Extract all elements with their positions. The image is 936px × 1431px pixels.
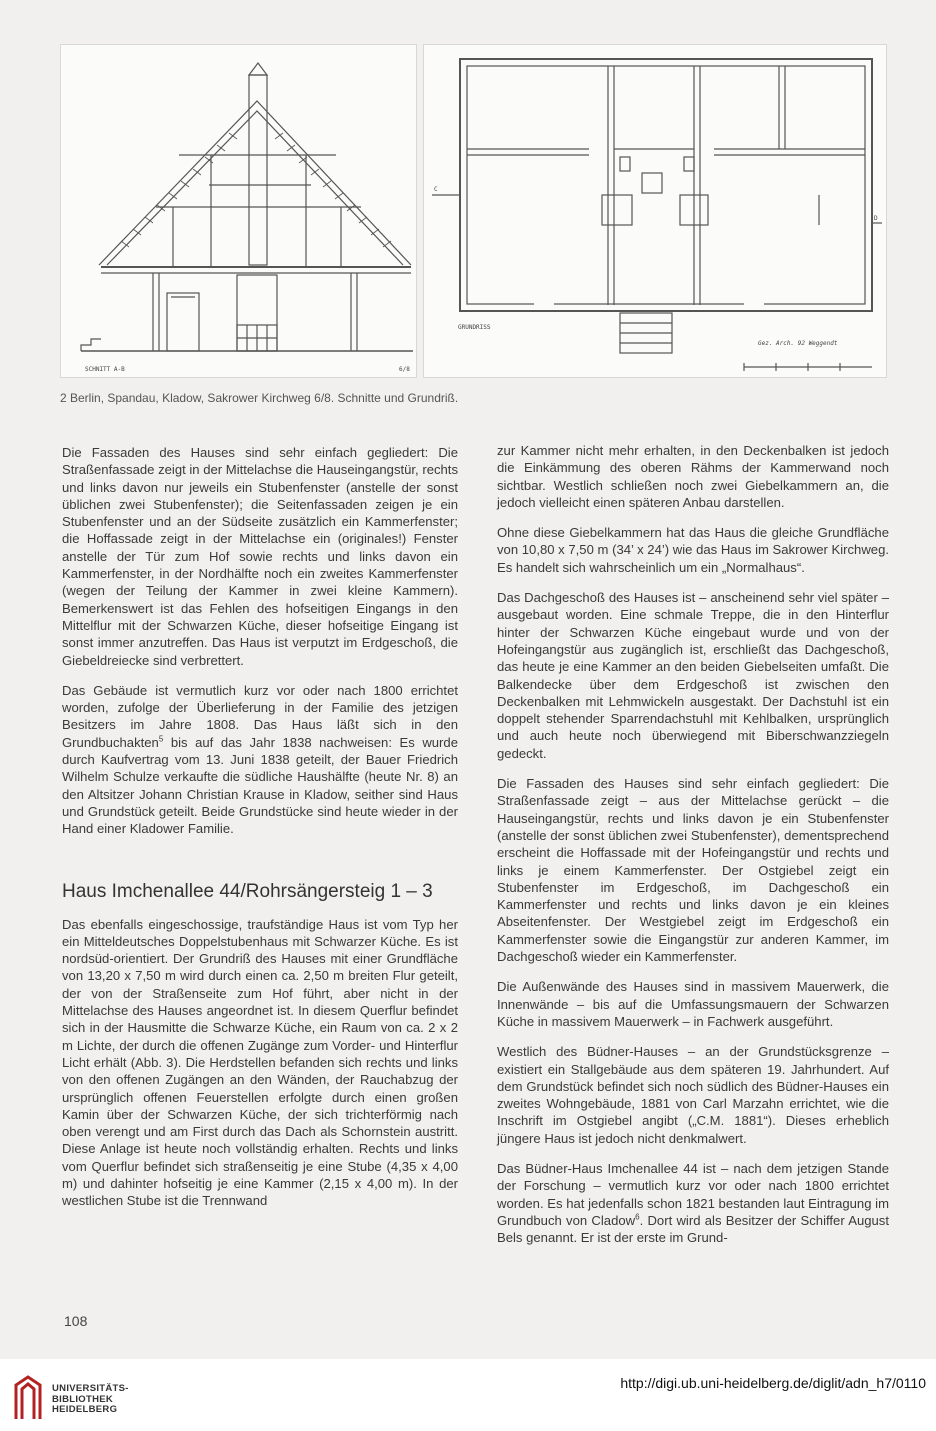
paragraph: zur Kammer nicht mehr erhalten, in den Deckenbalken ist jedoch die Einkämmung des oberen Rähms der Kammerwand noch sichtbar. Westlich schließen noch zwei Giebelkammern an, die jedoch vielleicht einen späteren Anbau darstellen. xyxy=(497,443,889,510)
footer-bar xyxy=(0,1359,936,1431)
paragraph-text: Das Gebäude ist vermutlich kurz vor oder nach 1800 errichtet worden, zufolge der Überlieferung in der Familie des jetzigen Besitzers im Jahre 1808. Das Haus läßt sich in den Grundbuchakten xyxy=(62,682,458,750)
library-name-line: HEIDELBERG xyxy=(52,1404,118,1415)
paragraph: Ohne diese Giebelkammern hat das Haus die gleiche Grundfläche von 10,80 x 7,50 m (34’ x 24’) wie das Haus im Sakrower Kirchweg. Es handelt sich wahrscheinlich um ein „Normalhaus“. xyxy=(497,525,889,575)
paragraph: Das Dachgeschoß des Hauses ist – anscheinend sehr viel später – ausgebaut worden. Eine schmale Treppe, die in den Hinterflur hinter der Schwarzen Küche eingebaut wurde und von der Hofeingangstür aus zugänglich ist, erschließt das Dachgeschoß, das heute je eine Kammer an den beiden Giebelseiten umfaßt. Die Balkendecke über dem Erdgeschoß ist zwischen den Deckenbalken mit Lehmwickeln ausgestakt. Der Dachstuhl ist ein doppelt stehender Sparrendachstuhl mit Kehlbalken, ursprünglich und auch heute noch überwiegend mit Biberschwanzziegeln gedeckt. xyxy=(497,590,889,761)
page-number: 108 xyxy=(64,1313,88,1329)
section-heading: Haus Imchenallee 44/Rohrsängersteig 1 – 3 xyxy=(62,880,433,902)
paragraph: Die Fassaden des Hauses sind sehr einfach gegliedert: Die Straßenfassade zeigt in der Mittelachse die Hauseingangstür, rechts und links davon nur jeweils ein Stubenfenster (anstelle der sonst üblichen zwei Stubenfenster); die Seitenfassaden zeigen je ein Stubenfenster und an der Südseite zusätzlich ein Kammerfenster; die Hoffassade zeigt in der Mittelachse ein (originales!) Fenster anstelle der Tür zum Hof sowie rechts und links davon ein Kammerfenster, in der Nordhälfte noch ein zweites Kammerfenster (wegen der Teilung der Kammer in zwei kleine Kammern). Bemerkenswert ist das Fehlen des hofseitigen Eingangs in den Mittelflur mit der Schwarzen Küche, dieser hofseitige Eingang ist sonst immer anzutreffen. Das Haus ist verputzt im Erdgeschoß, die Giebeldreiecke sind verbrettert. xyxy=(62,445,458,668)
floor-plan-drawing xyxy=(423,44,887,378)
paragraph xyxy=(62,682,458,838)
figure-caption: 2 Berlin, Spandau, Kladow, Sakrower Kirchweg 6/8. Schnitte und Grundriß. xyxy=(60,391,459,405)
section-page-number: 6/8 xyxy=(399,366,410,373)
document-url-link[interactable]: http://digi.ub.uni-heidelberg.de/diglit/adn_h7/0110 xyxy=(620,1375,926,1391)
footnote-ref[interactable]: 6 xyxy=(635,1212,640,1222)
library-name-line: UNIVERSITÄTS- xyxy=(52,1383,129,1394)
paragraph: Das ebenfalls eingeschossige, traufständige Haus ist vom Typ her ein Mitteldeutsches Doppelstubenhaus mit Schwarzer Küche. Es ist nordsüd-orientiert. Der Grundriß des Hauses mit einer Grundfläche von 13,20 x 7,50 m wird durch einen ca. 2,50 m breiten Flur geteilt, der von der Straßenseite zum Hof führt, aber nicht in der Mittelachse des Hauses angeordnet ist. In diesem Querflur befindet sich in der Hausmitte die Schwarze Küche, ein Raum von ca. 2 x 2 m Lichte, der durch die offenen Zugänge zum Vorder- und Hinterflur Licht erhält (Abb. 3). Die Herdstellen befanden sich rechts und links von den offenen Zugängen an den Wänden, der Rauchabzug der ursprünglich offenen Feuerstellen erfolgte durch einen großen Kamin über der Schwarzen Küche, der sich trichterförmig nach oben verengt und am First durch das Dach als Schornstein austritt. Diese Anlage ist heute noch vollständig erhalten. Rechts und links vom Querflur befindet sich straßenseitig je eine Stube (4,35 x 4,00 m) und dahinter hofseitig je eine Kammer (2,15 x 4,00 m). In der westlichen Stube ist die Trennwand xyxy=(62,916,458,1209)
paragraph-text: . Dort wird als Besitzer der Schiffer August Bels genannt. Er ist der erste im Grund- xyxy=(497,1212,889,1246)
architect-signature: Gez. Arch. 92 Weggendt xyxy=(758,340,838,347)
paragraph xyxy=(497,1160,889,1246)
paragraph: Die Fassaden des Hauses sind sehr einfach gegliedert: Die Straßenfassade zeigt – aus der Mittelachse gerückt – die Hauseingangstür, rechts und links davon je ein Stubenfenster (anstelle der sonst üblichen zwei Stubenfenster), dementsprechend erscheint die Hoffassade mit der Hofeingangstür und rechts und links je einem Kammerfenster. Der Ostgiebel zeigt ein Stubenfenster im Erdgeschoß, im Dachgeschoß ein Kammerfenster und rechts und links davon je ein kleines Abseitenfenster. Der Westgiebel zeigt im Erdgeschoß ein Kammerfenster sowie die Eingangstür zur anderen Kammer, im Dachgeschoß wieder ein Kammerfenster. xyxy=(497,776,889,965)
section-drawing-svg xyxy=(61,45,416,377)
paragraph-text: Das Büdner-Haus Imchenallee 44 ist – nach dem jetzigen Stande der Forschung – vermutlich kurz vor oder nach 1800 errichtet worden. Es hat jedenfalls schon 1821 bestanden laut Eintragung im Grundbuch von Cladow xyxy=(497,1160,889,1228)
left-text-column xyxy=(62,444,458,1223)
paragraph: Westlich des Büdner-Hauses – an der Grundstücksgrenze – existiert ein Stallgebäude aus dem späteren 19. Jahrhundert. Auf dem Grundstück befindet sich noch südlich des Büdner-Hauses ein zweites Wohngebäude, 1881 von Carl Marzahn errichtet, wie die Inschrift im Ostgiebel angibt („C.M. 1881“). Dieses erheblich jüngere Haus ist jedoch nicht denkmalwert. xyxy=(497,1044,889,1146)
right-text-column xyxy=(497,442,889,1259)
floor-plan-label: GRUNDRISS xyxy=(458,324,491,331)
section-label: SCHNITT A-B xyxy=(85,366,125,373)
footnote-ref[interactable]: 5 xyxy=(158,734,164,744)
floor-plan-svg xyxy=(424,45,886,377)
university-library-logo-icon[interactable] xyxy=(10,1375,48,1426)
marker-d: D xyxy=(874,215,878,222)
library-name-line: BIBLIOTHEK xyxy=(52,1393,114,1405)
paragraph: Die Außenwände des Hauses sind in massivem Mauerwerk, die Innenwände – bis auf die Umfassungsmauern der Schwarzen Küche in massivem Mauerwerk – in Fachwerk ausgeführt. xyxy=(497,979,889,1029)
marker-c: C xyxy=(434,186,438,193)
paragraph-text: bis auf das Jahr 1838 nachweisen: Es wurde durch Kaufvertrag vom 13. Juni 1838 geteilt, der Bauer Friedrich Wilhelm Schulze verkaufte die südliche Haushälfte (heute Nr. 8) an den Altsitzer Johann Christian Krause in Kladow, seither sind Haus und Grundstück geteilt. Beide Grundstücke sind heute wieder in der Hand einer Kladower Familie. xyxy=(62,734,458,837)
library-name xyxy=(52,1384,129,1416)
section-drawing xyxy=(60,44,417,378)
